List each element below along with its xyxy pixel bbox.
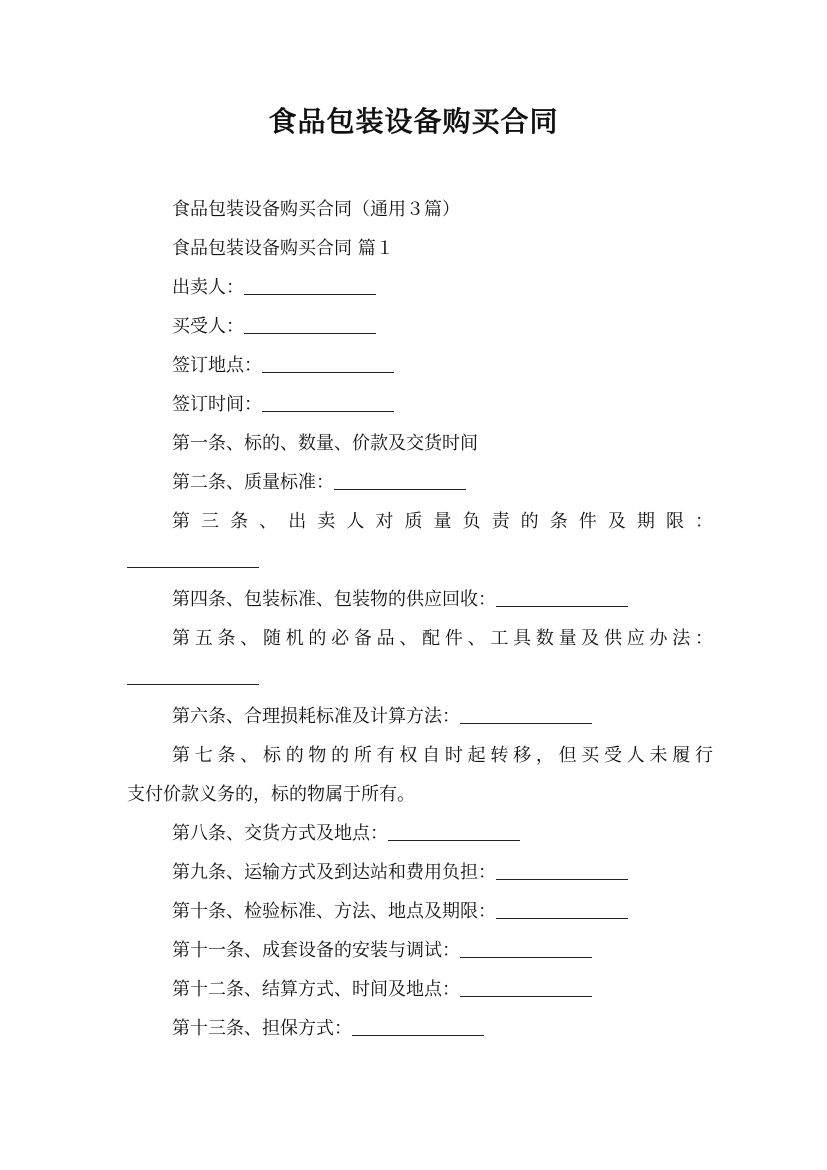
article-9-blank — [496, 859, 628, 880]
article-12-label: 第十二条、结算方式、时间及地点： — [172, 979, 460, 1000]
sign-time-line — [127, 385, 713, 424]
article-6-blank — [460, 703, 592, 724]
article-13-line — [127, 1009, 713, 1048]
buyer-label: 买受人： — [172, 316, 244, 337]
document-body — [127, 190, 713, 1048]
article-6-line — [127, 697, 713, 736]
article-11-line — [127, 931, 713, 970]
article-13-label: 第十三条、担保方式： — [172, 1018, 352, 1039]
article-8-line — [127, 814, 713, 853]
sign-place-line — [127, 346, 713, 385]
article-10-blank — [496, 898, 628, 919]
article-8-blank — [388, 820, 520, 841]
article-2-line — [127, 463, 713, 502]
article-7-part1: 第七条、标的物的所有权自时起转移，但买受人未履行 — [172, 745, 713, 766]
article-2-label: 第二条、质量标准： — [172, 472, 334, 493]
article-7-part2: 支付价款义务的，标的物属于所有。 — [127, 784, 415, 805]
article-3-label: 第三条、出卖人对质量负责的条件及期限： — [172, 511, 713, 532]
article-5-blank-line — [127, 658, 713, 697]
article-11-label: 第十一条、成套设备的安装与调试： — [172, 940, 460, 961]
article-4-line — [127, 580, 713, 619]
article-3-blank — [127, 547, 259, 568]
article-6-label: 第六条、合理损耗标准及计算方法： — [172, 706, 460, 727]
seller-line — [127, 268, 713, 307]
article-5-label: 第五条、随机的必备品、配件、工具数量及供应办法： — [172, 628, 713, 649]
article-10-line — [127, 892, 713, 931]
section-heading: 食品包装设备购买合同 篇１ — [172, 238, 394, 259]
seller-label: 出卖人： — [172, 277, 244, 298]
sign-place-label: 签订地点： — [172, 355, 262, 376]
article-9-label: 第九条、运输方式及到达站和费用负担： — [172, 862, 496, 883]
document-title: 食品包装设备购买合同 — [268, 105, 559, 138]
sign-time-label: 签订时间： — [172, 394, 262, 415]
sign-time-blank — [262, 391, 394, 412]
article-1: 第一条、标的、数量、价款及交货时间 — [172, 433, 478, 454]
article-4-blank — [496, 586, 628, 607]
article-10-label: 第十条、检验标准、方法、地点及期限： — [172, 901, 496, 922]
buyer-line — [127, 307, 713, 346]
article-13-blank — [352, 1015, 484, 1036]
article-3-blank-line — [127, 541, 713, 580]
article-4-label: 第四条、包装标准、包装物的供应回收： — [172, 589, 496, 610]
article-2-blank — [334, 469, 466, 490]
article-12-line — [127, 970, 713, 1009]
seller-blank — [244, 274, 376, 295]
article-11-blank — [460, 937, 592, 958]
sign-place-blank — [262, 352, 394, 373]
article-12-blank — [460, 976, 592, 997]
article-9-line — [127, 853, 713, 892]
article-5-blank — [127, 664, 259, 685]
document-subtitle: 食品包装设备购买合同（通用３篇） — [172, 199, 460, 220]
article-8-label: 第八条、交货方式及地点： — [172, 823, 388, 844]
buyer-blank — [244, 313, 376, 334]
